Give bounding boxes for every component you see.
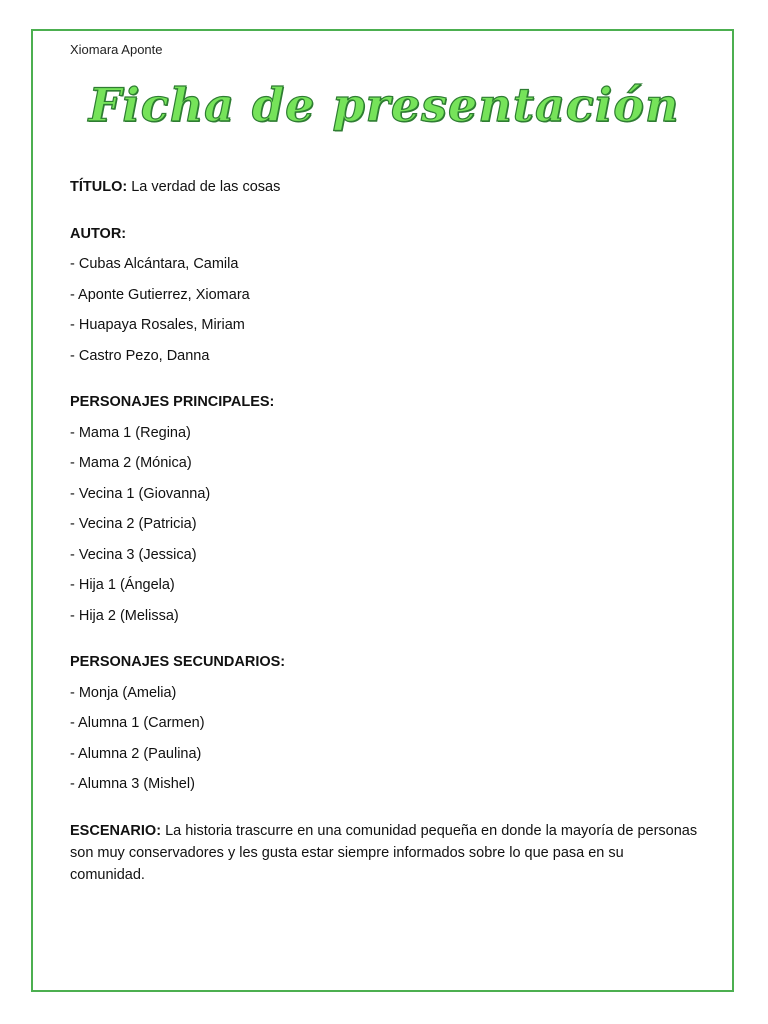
secundarios-item: - Alumna 3 (Mishel) — [70, 776, 195, 792]
secundarios-item: - Monja (Amelia) — [70, 684, 177, 701]
principales-item: - Mama 2 (Mónica) — [70, 455, 192, 471]
escenario-paragraph — [70, 820, 700, 886]
secundarios-item: - Alumna 1 (Carmen) — [70, 715, 205, 731]
principales-item: - Vecina 1 (Giovanna) — [70, 485, 211, 502]
principales-item: - Mama 1 (Regina) — [70, 424, 191, 441]
titulo-line — [70, 176, 700, 207]
secundarios-label: PERSONAJES SECUNDARIOS: — [70, 654, 286, 670]
principales-item: - Vecina 2 (Patricia) — [70, 516, 197, 532]
principales-heading — [70, 391, 700, 422]
header-author-name: Xiomara Aponte — [70, 42, 163, 57]
titulo-label: TÍTULO: — [70, 179, 128, 195]
autor-item: - Cubas Alcántara, Camila — [70, 256, 239, 272]
escenario-label: ESCENARIO: — [70, 822, 162, 839]
secundarios-item: - Alumna 2 (Paulina) — [70, 745, 202, 762]
principales-item: - Hija 2 (Melissa) — [70, 607, 179, 624]
autor-item: - Huapaya Rosales, Miriam — [70, 317, 245, 333]
document-body — [70, 176, 700, 886]
principales-label: PERSONAJES PRINCIPALES: — [70, 394, 275, 410]
autor-item: - Aponte Gutierrez, Xiomara — [70, 286, 250, 303]
principales-item: - Hija 1 (Ángela) — [70, 577, 175, 593]
secundarios-heading — [70, 651, 700, 682]
document-title: Ficha de presentación — [88, 78, 680, 132]
autor-heading — [70, 223, 700, 254]
titulo-value: La verdad de las cosas — [131, 179, 281, 195]
autor-item: - Castro Pezo, Danna — [70, 347, 210, 364]
principales-item: - Vecina 3 (Jessica) — [70, 546, 197, 563]
escenario-value: La historia trascurre en una comunidad pequeña en donde la mayoría de personas son muy conservadores y les gusta estar siempre informados sobre lo que pasa en su comunidad. — [70, 822, 698, 883]
autor-label: AUTOR: — [70, 225, 127, 242]
title-container — [0, 78, 768, 132]
